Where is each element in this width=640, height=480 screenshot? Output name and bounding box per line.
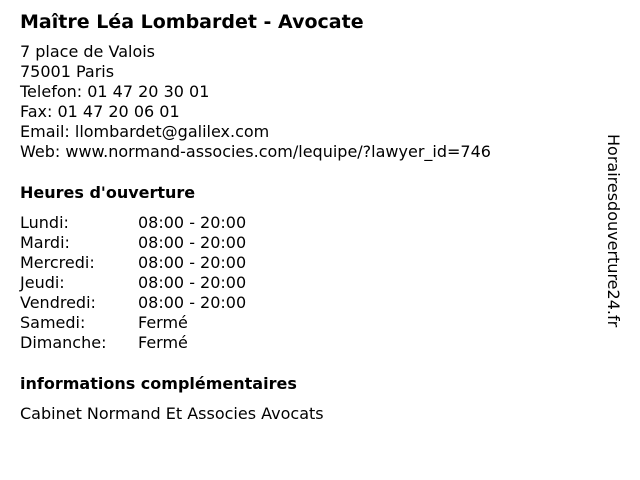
hours-day: Lundi: bbox=[20, 213, 69, 232]
hours-day: Dimanche: bbox=[20, 333, 107, 352]
hours-time: 08:00 - 20:00 bbox=[138, 233, 247, 252]
fax-number: Fax: 01 47 20 06 01 bbox=[20, 102, 180, 121]
hours-row-friday bbox=[20, 293, 600, 313]
hours-time: 08:00 - 20:00 bbox=[138, 293, 247, 312]
lawyer-info-panel bbox=[20, 10, 600, 424]
hours-day: Samedi: bbox=[20, 313, 86, 332]
opening-hours-heading: Heures d'ouverture bbox=[20, 183, 196, 202]
hours-time: 08:00 - 20:00 bbox=[138, 273, 247, 292]
firm-name: Cabinet Normand Et Associes Avocats bbox=[20, 404, 324, 423]
website-url: Web: www.normand-associes.com/lequipe/?lawyer_id=746 bbox=[20, 142, 491, 161]
address-city: 75001 Paris bbox=[20, 62, 115, 81]
hours-time: Fermé bbox=[138, 313, 188, 332]
hours-row-thursday bbox=[20, 273, 600, 293]
hours-day: Mardi: bbox=[20, 233, 70, 252]
page-title: Maître Léa Lombardet - Avocate bbox=[20, 11, 364, 33]
opening-hours-table bbox=[20, 213, 600, 353]
hours-day: Vendredi: bbox=[20, 293, 96, 312]
hours-time: 08:00 - 20:00 bbox=[138, 213, 247, 232]
hours-time: 08:00 - 20:00 bbox=[138, 253, 247, 272]
address-street: 7 place de Valois bbox=[20, 42, 156, 61]
email-address: Email: llombardet@galilex.com bbox=[20, 122, 270, 141]
hours-row-wednesday bbox=[20, 253, 600, 273]
additional-info-heading: informations complémentaires bbox=[20, 374, 297, 393]
hours-day: Jeudi: bbox=[20, 273, 65, 292]
phone-number: Telefon: 01 47 20 30 01 bbox=[20, 82, 210, 101]
hours-row-sunday bbox=[20, 333, 600, 353]
site-brand-vertical: Horairesdouverture24.fr bbox=[604, 134, 623, 328]
hours-row-tuesday bbox=[20, 233, 600, 253]
hours-time: Fermé bbox=[138, 333, 188, 352]
hours-row-monday bbox=[20, 213, 600, 233]
hours-day: Mercredi: bbox=[20, 253, 95, 272]
hours-row-saturday bbox=[20, 313, 600, 333]
